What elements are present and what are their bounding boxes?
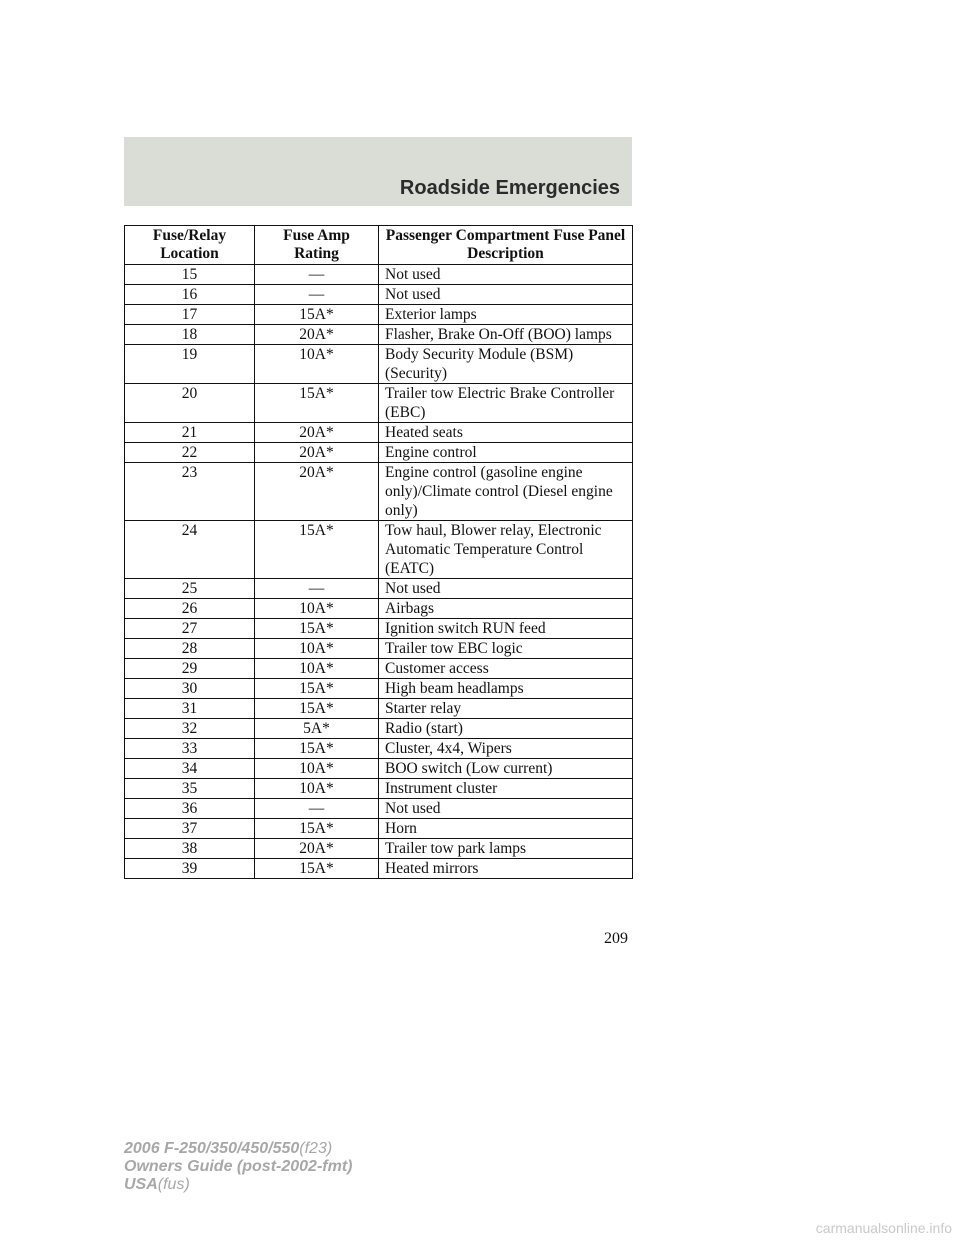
cell-description: Exterior lamps (379, 305, 633, 325)
cell-description: Trailer tow Electric Brake Controller (EBC) (379, 384, 633, 423)
cell-location: 27 (125, 619, 255, 639)
page-number: 209 (604, 930, 628, 947)
cell-location: 29 (125, 659, 255, 679)
cell-amp-rating: 20A* (255, 325, 379, 345)
table-row (125, 719, 633, 739)
cell-description: Customer access (379, 659, 633, 679)
cell-amp-rating: 20A* (255, 839, 379, 859)
cell-description: Not used (379, 579, 633, 599)
cell-amp-rating: 10A* (255, 779, 379, 799)
cell-amp-rating: 10A* (255, 345, 379, 384)
cell-description: Engine control (379, 443, 633, 463)
footer-line-guide (124, 1158, 352, 1176)
table-row (125, 345, 633, 384)
cell-description: Flasher, Brake On-Off (BOO) lamps (379, 325, 633, 345)
table-body (125, 265, 633, 879)
cell-description: Tow haul, Blower relay, Electronic Automatic Temperature Control (EATC) (379, 521, 633, 579)
cell-amp-rating: 15A* (255, 819, 379, 839)
table-row (125, 384, 633, 423)
cell-amp-rating: 15A* (255, 305, 379, 325)
cell-location: 21 (125, 423, 255, 443)
cell-location: 33 (125, 739, 255, 759)
cell-amp-rating: 10A* (255, 659, 379, 679)
document-footer (124, 1140, 352, 1194)
table-row (125, 779, 633, 799)
cell-description: Horn (379, 819, 633, 839)
fuse-table (124, 225, 633, 879)
cell-amp-rating: 20A* (255, 463, 379, 521)
cell-location: 37 (125, 819, 255, 839)
table-row (125, 799, 633, 819)
table-row (125, 265, 633, 285)
table-row (125, 423, 633, 443)
cell-amp-rating: 5A* (255, 719, 379, 739)
cell-location: 19 (125, 345, 255, 384)
table-row (125, 819, 633, 839)
cell-location: 30 (125, 679, 255, 699)
table-row (125, 521, 633, 579)
footer-line-model (124, 1140, 352, 1158)
table-row (125, 285, 633, 305)
cell-location: 39 (125, 859, 255, 879)
cell-description: Not used (379, 285, 633, 305)
cell-location: 32 (125, 719, 255, 739)
cell-location: 31 (125, 699, 255, 719)
cell-description: Ignition switch RUN feed (379, 619, 633, 639)
cell-description: Cluster, 4x4, Wipers (379, 739, 633, 759)
table-row (125, 443, 633, 463)
table-row (125, 699, 633, 719)
table-row (125, 659, 633, 679)
cell-description: Airbags (379, 599, 633, 619)
cell-location: 23 (125, 463, 255, 521)
table-row (125, 759, 633, 779)
cell-description: Not used (379, 265, 633, 285)
cell-description: Trailer tow EBC logic (379, 639, 633, 659)
cell-location: 20 (125, 384, 255, 423)
footer-guide: Owners Guide (post-2002-fmt) (124, 1158, 353, 1175)
table-row (125, 463, 633, 521)
table-row (125, 619, 633, 639)
cell-amp-rating: 15A* (255, 384, 379, 423)
cell-location: 34 (125, 759, 255, 779)
cell-location: 28 (125, 639, 255, 659)
cell-description: High beam headlamps (379, 679, 633, 699)
table-row (125, 599, 633, 619)
table-row (125, 839, 633, 859)
cell-location: 18 (125, 325, 255, 345)
cell-location: 35 (125, 779, 255, 799)
watermark: carmanualsonline.info (815, 1220, 952, 1236)
footer-market-code: (fus) (157, 1176, 190, 1193)
cell-amp-rating: — (255, 579, 379, 599)
cell-amp-rating: 15A* (255, 739, 379, 759)
table-row (125, 325, 633, 345)
table-row (125, 579, 633, 599)
cell-amp-rating: — (255, 799, 379, 819)
cell-location: 22 (125, 443, 255, 463)
cell-description: Body Security Module (BSM) (Security) (379, 345, 633, 384)
table-header-row (125, 226, 633, 265)
cell-amp-rating: 15A* (255, 521, 379, 579)
cell-description: Engine control (gasoline engine only)/Climate control (Diesel engine only) (379, 463, 633, 521)
section-header-band (124, 137, 632, 206)
table-row (125, 859, 633, 879)
footer-line-market (124, 1176, 352, 1194)
cell-description: Instrument cluster (379, 779, 633, 799)
table-row (125, 305, 633, 325)
cell-description: Trailer tow park lamps (379, 839, 633, 859)
cell-amp-rating: 15A* (255, 619, 379, 639)
column-header-description: Passenger Compartment Fuse Panel Description (379, 226, 633, 265)
cell-amp-rating: 20A* (255, 423, 379, 443)
section-title: Roadside Emergencies (399, 177, 620, 199)
cell-amp-rating: 20A* (255, 443, 379, 463)
column-header-location: Fuse/Relay Location (125, 226, 255, 265)
cell-amp-rating: — (255, 265, 379, 285)
cell-amp-rating: 10A* (255, 759, 379, 779)
cell-amp-rating: 15A* (255, 699, 379, 719)
cell-amp-rating: 15A* (255, 679, 379, 699)
cell-location: 36 (125, 799, 255, 819)
cell-amp-rating: — (255, 285, 379, 305)
cell-description: Radio (start) (379, 719, 633, 739)
cell-location: 15 (125, 265, 255, 285)
cell-location: 26 (125, 599, 255, 619)
cell-location: 16 (125, 285, 255, 305)
cell-amp-rating: 15A* (255, 859, 379, 879)
column-header-amp-rating: Fuse Amp Rating (255, 226, 379, 265)
table-row (125, 639, 633, 659)
cell-description: BOO switch (Low current) (379, 759, 633, 779)
footer-market: USA (124, 1176, 158, 1193)
cell-description: Not used (379, 799, 633, 819)
cell-location: 24 (125, 521, 255, 579)
table-row (125, 739, 633, 759)
cell-amp-rating: 10A* (255, 599, 379, 619)
cell-amp-rating: 10A* (255, 639, 379, 659)
table-row (125, 679, 633, 699)
cell-description: Starter relay (379, 699, 633, 719)
cell-location: 38 (125, 839, 255, 859)
footer-model: 2006 F-250/350/450/550 (124, 1140, 300, 1157)
cell-description: Heated seats (379, 423, 633, 443)
cell-description: Heated mirrors (379, 859, 633, 879)
cell-location: 17 (125, 305, 255, 325)
footer-model-code: (f23) (299, 1140, 333, 1157)
cell-location: 25 (125, 579, 255, 599)
